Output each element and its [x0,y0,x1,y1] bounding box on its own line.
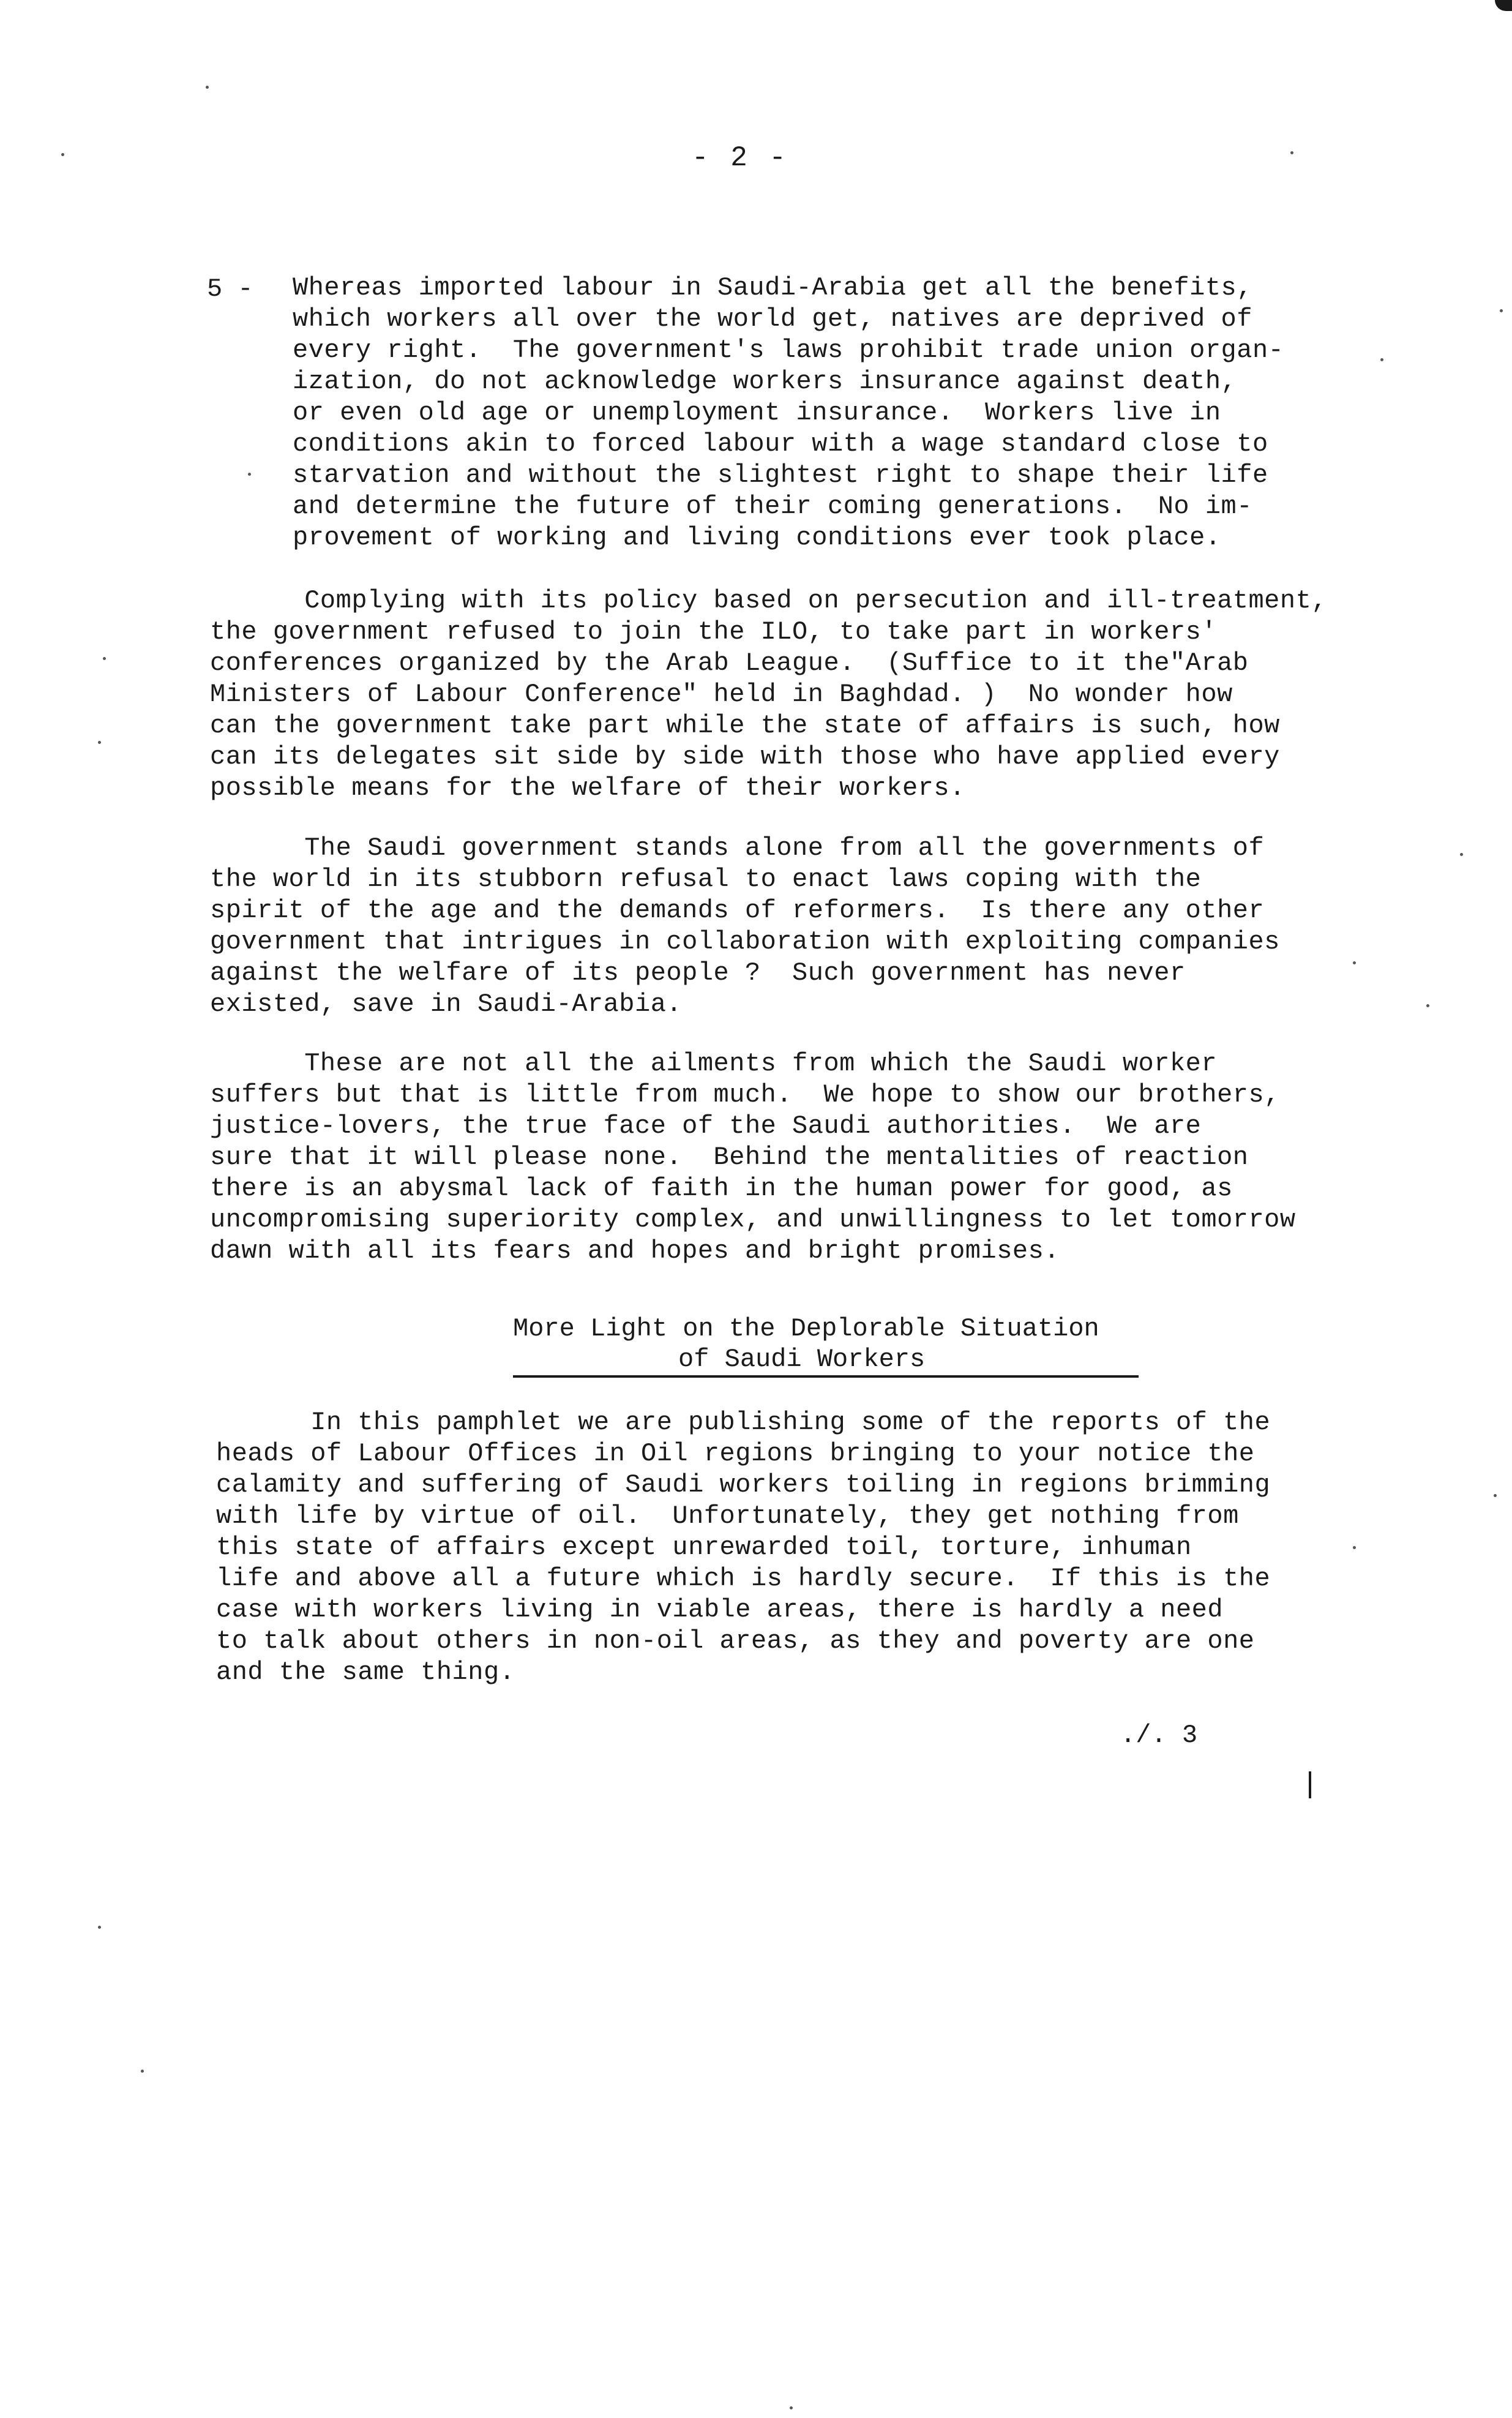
heading-line-2: of Saudi Workers [678,1345,926,1374]
text-line: starvation and without the slightest right to shape their life [293,460,1268,490]
scan-speck [98,1926,101,1929]
text-line: government that intrigues in collaboration with exploiting companies [210,927,1280,956]
text-line: conditions akin to forced labour with a wage standard close to [293,429,1268,459]
scan-speck [1460,853,1463,856]
scan-speck [790,2406,793,2409]
text-line: life and above all a future which is hardly secure. If this is the [216,1564,1271,1593]
scan-speck [1380,358,1383,361]
text-line: heads of Labour Offices in Oil regions bringing to your notice the [216,1439,1255,1468]
continuation-marker: ./. 3 [1120,1721,1198,1750]
text-line: Complying with its policy based on persecution and ill-treatment, [210,586,1327,615]
scan-speck [1494,1494,1497,1497]
scan-speck [206,86,209,89]
text-line: ization, do not acknowledge workers insurance against death, [293,367,1237,396]
text-line: justice-lovers, the true face of the Saudi authorities. We are [210,1111,1202,1141]
text-line: calamity and suffering of Saudi workers toiling in regions brimming [216,1470,1271,1500]
margin-mark [1309,1771,1311,1798]
text-line: this state of affairs except unrewarded toil, torture, inhuman [216,1533,1192,1562]
scan-speck [1500,309,1503,312]
text-line: In this pamphlet we are publishing some of the reports of the [216,1408,1271,1437]
heading-underline [513,1375,1139,1378]
text-line: suffers but that is little from much. We hope to show our brothers, [210,1080,1280,1110]
text-line: or even old age or unemployment insurance. Workers live in [293,398,1221,427]
text-line: can the government take part while the state of affairs is such, how [210,711,1280,740]
text-line: and determine the future of their coming generations. No im- [293,492,1252,521]
scan-speck [1290,151,1293,154]
text-line: every right. The government's laws prohibit trade union organ- [293,336,1284,365]
text-line: with life by virtue of oil. Unfortunately, they get nothing from [216,1501,1239,1531]
text-line: which workers all over the world get, natives are deprived of [293,304,1252,334]
scan-speck [1353,1546,1356,1549]
scan-speck [103,657,106,660]
item-5-marker: 5 - [207,274,253,304]
scan-speck [61,153,64,156]
text-line: there is an abysmal lack of faith in the human power for good, as [210,1174,1233,1203]
text-line: provement of working and living conditions ever took place. [293,523,1221,552]
text-line: can its delegates sit side by side with those who have applied every [210,742,1280,772]
scan-speck [248,473,251,476]
text-line: to talk about others in non-oil areas, as they and poverty are one [216,1626,1255,1656]
text-line: Ministers of Labour Conference" held in Baghdad. ) No wonder how [210,680,1233,709]
text-line: and the same thing. [216,1658,515,1687]
text-line: Whereas imported labour in Saudi-Arabia get all the benefits, [293,273,1252,302]
text-line: spirit of the age and the demands of reformers. Is there any other [210,896,1265,925]
text-line: the world in its stubborn refusal to enact laws coping with the [210,865,1202,894]
scan-speck [141,2070,144,2073]
text-line: The Saudi government stands alone from all the governments of [210,833,1265,863]
text-line: the government refused to join the ILO, to take part in workers' [210,617,1218,647]
corner-scan-mark [1495,0,1512,11]
text-line: uncompromising superiority complex, and unwillingness to let tomorrow [210,1205,1296,1234]
heading-line-1: More Light on the Deplorable Situation [513,1314,1099,1343]
scan-speck [1353,961,1356,964]
text-line: dawn with all its fears and hopes and bright promises. [210,1236,1060,1266]
scan-speck [98,741,101,744]
text-line: These are not all the ailments from which the Saudi worker [210,1049,1218,1078]
text-line: sure that it will please none. Behind the mentalities of reaction [210,1143,1249,1172]
text-line: conferences organized by the Arab League. (Suffice to it the"Arab [210,648,1249,678]
text-line: case with workers living in viable areas, there is hardly a need [216,1595,1224,1624]
text-line: against the welfare of its people ? Such government has never [210,958,1186,988]
page-number: - 2 - [692,142,789,174]
scan-speck [1426,1004,1429,1007]
text-line: existed, save in Saudi-Arabia. [210,989,683,1019]
text-line: possible means for the welfare of their workers. [210,773,965,803]
